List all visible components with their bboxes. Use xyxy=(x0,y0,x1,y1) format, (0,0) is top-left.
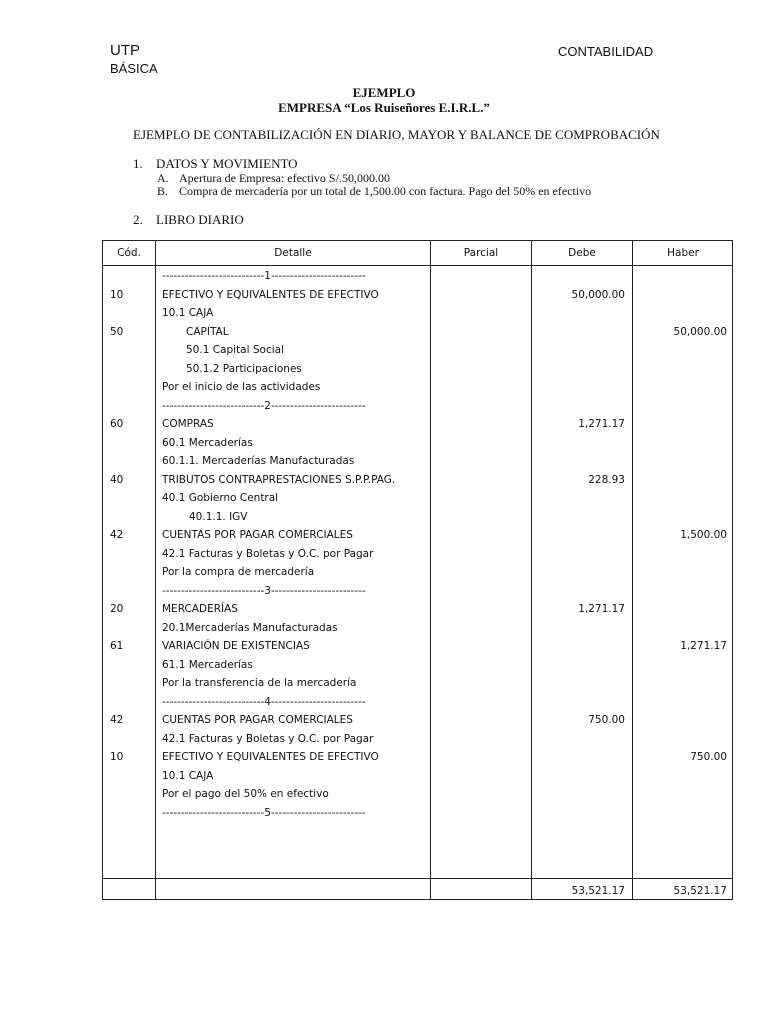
row-detalle: 40.1.1. IGV xyxy=(189,510,248,523)
list-letter: A. xyxy=(157,171,169,185)
column-header-debe: Debe xyxy=(568,247,596,259)
row-cod: 61 xyxy=(110,640,124,652)
row-detalle: ---------------------------3------------------------- xyxy=(162,584,366,597)
header-left xyxy=(110,42,158,77)
section-title: LIBRO DIARIO xyxy=(156,212,244,227)
column-divider xyxy=(430,241,431,899)
row-debe: 50,000.00 xyxy=(571,288,625,301)
list-letter: B. xyxy=(157,184,169,198)
section-title: DATOS Y MOVIMIENTO xyxy=(156,156,298,171)
row-detalle: Por el inicio de las actividades xyxy=(162,381,321,393)
row-detalle: CUENTAS POR PAGAR COMERCIALES xyxy=(162,529,353,541)
row-debe: 1,271.17 xyxy=(578,603,625,615)
row-cod: 10 xyxy=(110,751,124,763)
row-detalle: TRIBUTOS CONTRAPRESTACIONES S.P.P.PAG. xyxy=(162,473,396,486)
column-header-cod: Cód. xyxy=(117,247,141,259)
section-number: 1. xyxy=(133,156,143,171)
column-header-detalle: Detalle xyxy=(274,247,312,259)
column-header-haber: Haber xyxy=(667,247,699,259)
journal-table xyxy=(102,240,733,900)
row-detalle: VARIACIÓN DE EXISTENCIAS xyxy=(162,640,310,652)
row-detalle: 20.1Mercaderías Manufacturadas xyxy=(162,621,338,634)
row-debe: 750.00 xyxy=(588,714,625,726)
header-level: BÁSICA xyxy=(110,61,158,76)
row-haber: 750.00 xyxy=(690,751,727,763)
row-detalle: ---------------------------1------------------------- xyxy=(162,270,366,282)
document-subtitle: EJEMPLO DE CONTABILIZACIÓN EN DIARIO, MAYOR Y BALANCE DE COMPROBACIÓN xyxy=(133,127,660,142)
header-course: CONTABILIDAD xyxy=(558,44,654,59)
column-divider xyxy=(531,241,532,899)
total-haber: 53,521.17 xyxy=(673,885,727,897)
row-haber: 50,000.00 xyxy=(673,325,727,338)
row-detalle: 50.1.2 Participaciones xyxy=(186,362,302,375)
row-detalle: CAPITAL xyxy=(186,325,229,338)
row-detalle: ---------------------------4------------------------- xyxy=(162,695,366,708)
row-detalle: COMPRAS xyxy=(162,418,214,430)
row-detalle: 40.1 Gobierno Central xyxy=(162,492,279,504)
header-institution: UTP xyxy=(110,42,140,59)
row-cod: 60 xyxy=(110,418,124,430)
row-detalle: MERCADERÍAS xyxy=(162,603,238,615)
list-text: Compra de mercadería por un total de 1,500.00 con factura. Pago del 50% en efectivo xyxy=(179,184,592,198)
company-name: EMPRESA “Los Ruiseñores E.I.R.L.” xyxy=(278,100,490,115)
list-text: Apertura de Empresa: efectivo S/.50,000.00 xyxy=(179,171,390,185)
row-detalle: 60.1.1. Mercaderías Manufacturadas xyxy=(162,455,355,467)
row-detalle: 42.1 Facturas y Boletas y O.C. por Pagar xyxy=(162,547,374,560)
row-debe: 1,271.17 xyxy=(578,418,625,430)
row-cod: 10 xyxy=(110,288,124,301)
totals-divider xyxy=(103,878,732,879)
row-detalle: Por la transferencia de la mercadería xyxy=(162,677,357,689)
document-title: EJEMPLO xyxy=(352,85,416,100)
row-cod: 40 xyxy=(110,473,124,486)
row-detalle: ---------------------------5------------------------- xyxy=(162,806,366,819)
row-detalle: EFECTIVO Y EQUIVALENTES DE EFECTIVO xyxy=(162,288,379,301)
column-header-parcial: Parcial xyxy=(463,247,499,259)
row-detalle: ---------------------------2------------------------- xyxy=(162,399,366,412)
column-divider xyxy=(632,241,633,899)
row-detalle: 42.1 Facturas y Boletas y O.C. por Pagar xyxy=(162,732,374,745)
row-cod: 20 xyxy=(110,603,124,615)
row-haber: 1,271.17 xyxy=(680,640,727,652)
row-cod: 42 xyxy=(110,529,124,541)
header-divider xyxy=(103,265,732,266)
row-detalle: 61.1 Mercaderías xyxy=(162,658,253,671)
row-detalle: 60.1 Mercaderías xyxy=(162,436,253,449)
row-detalle: Por el pago del 50% en efectivo xyxy=(162,788,329,800)
row-detalle: CUENTAS POR PAGAR COMERCIALES xyxy=(162,714,353,726)
row-detalle: Por la compra de mercadería xyxy=(162,566,315,578)
column-divider xyxy=(155,241,156,899)
row-detalle: 10.1 CAJA xyxy=(162,307,214,319)
row-cod: 42 xyxy=(110,714,124,726)
row-detalle: 50.1 Capital Social xyxy=(186,344,285,356)
row-detalle: 10.1 CAJA xyxy=(162,769,214,782)
row-detalle: EFECTIVO Y EQUIVALENTES DE EFECTIVO xyxy=(162,751,379,763)
total-debe: 53,521.17 xyxy=(571,885,625,897)
row-cod: 50 xyxy=(110,325,124,338)
row-debe: 228.93 xyxy=(588,473,625,486)
section-number: 2. xyxy=(133,212,143,227)
row-haber: 1,500.00 xyxy=(680,529,727,541)
